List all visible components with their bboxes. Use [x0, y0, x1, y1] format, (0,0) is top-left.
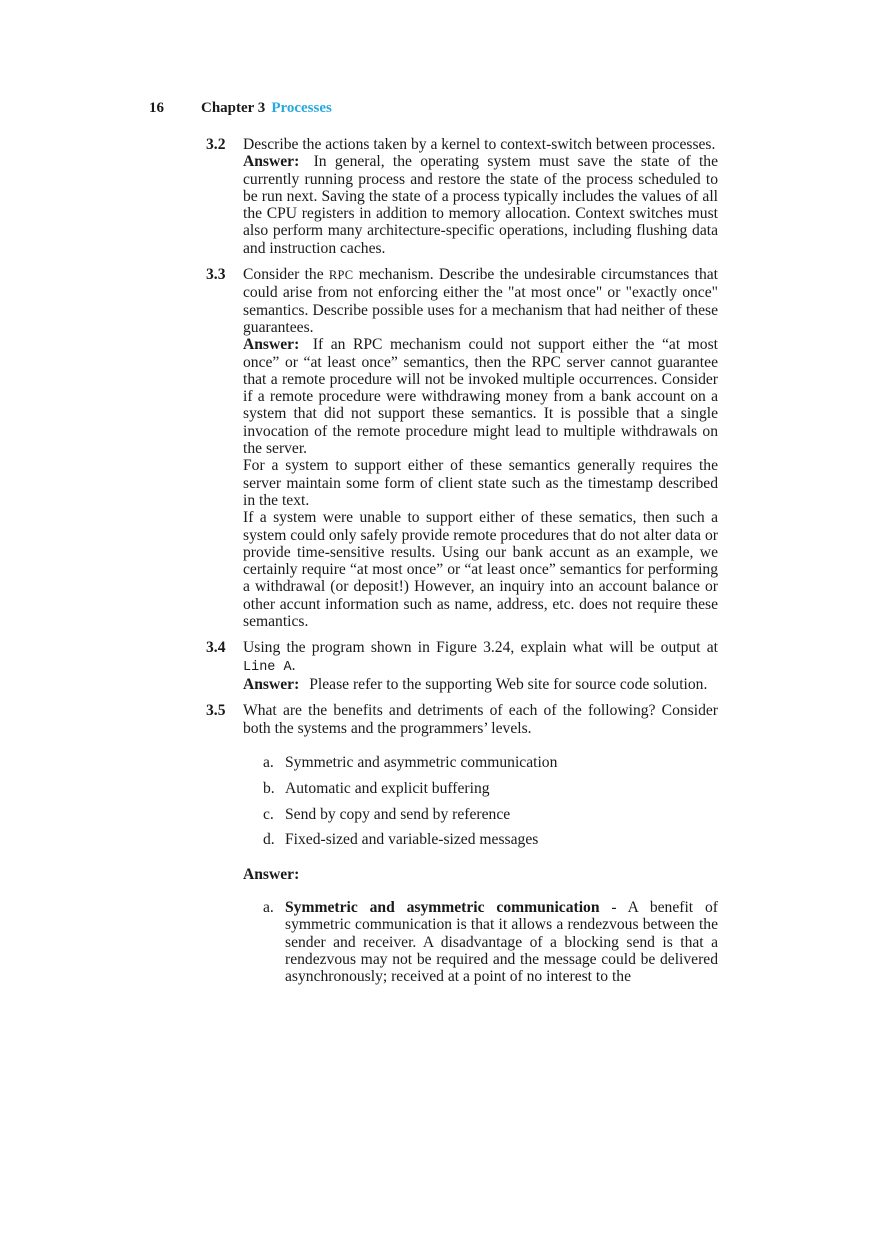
- list-item-text: Fixed-sized and variable-sized messages: [285, 831, 539, 849]
- rpc-term: RPC: [328, 268, 354, 283]
- exercise-question: Describe the actions taken by a kernel to context-switch between processes.: [243, 136, 716, 153]
- answer-label: Answer:: [243, 675, 300, 693]
- running-header: [149, 100, 332, 117]
- list-item: [263, 806, 718, 823]
- exercise-number: 3.2: [206, 136, 226, 153]
- answer-text: Please refer to the supporting Web site for source code solution.: [309, 675, 708, 693]
- page-content: [206, 136, 718, 995]
- question-text: Consider the: [243, 266, 329, 284]
- page-number: 16: [149, 100, 164, 116]
- exercise-number: 3.5: [206, 702, 226, 720]
- answer-item-text: - A benefit of symmetric communication is that it allows a rendezvous between the sender and receiver. A disadvantage of a blocking send is that a rendezvous may not be required and the message could be delivered asynchronously; received at a point of no interest to the: [285, 899, 718, 986]
- list-item-text: Automatic and explicit buffering: [285, 779, 490, 797]
- list-item-label: a.: [263, 753, 274, 771]
- list-item-label: d.: [263, 831, 275, 849]
- exercise-3-2: [206, 136, 718, 257]
- list-item: [263, 831, 718, 848]
- list-item-text: Symmetric and asymmetric communication: [285, 753, 558, 771]
- list-item: [263, 780, 718, 797]
- answer-item-title: Symmetric and asymmetric communication: [285, 899, 600, 917]
- exercise-answer: [243, 153, 718, 257]
- answer-item-label: a.: [263, 899, 274, 917]
- answer-label: Answer:: [243, 336, 300, 354]
- exercise-answer: [243, 676, 718, 693]
- question-list: [243, 754, 718, 849]
- exercise-number: 3.3: [206, 266, 226, 284]
- code-line-a: Line A: [243, 659, 292, 675]
- answer-text: If an RPC mechanism could not support either the “at most once” or “at least once” semantics, then the RPC server cannot guarantee that a remote procedure will not be invoked multiple occurrences. Consider if a remote procedure were withdrawing money from a bank account on a system that did not support these semantics. It is possible that a single invocation of the remote procedure might lead to multiple withdrawals on the server.: [243, 336, 719, 458]
- exercise-number: 3.4: [206, 639, 226, 657]
- exercise-question: What are the benefits and detriments of each of the following? Consider both the systems and the programmers’ levels.: [243, 702, 718, 737]
- list-item: [263, 754, 718, 771]
- exercise-3-4: [206, 639, 718, 693]
- answer-list-item: [263, 899, 718, 985]
- exercise-3-3: [206, 266, 718, 630]
- question-text: Using the program shown in Figure 3.24, explain what will be output at: [243, 639, 718, 657]
- chapter-label: Chapter 3: [201, 100, 266, 116]
- answer-label: Answer:: [243, 153, 300, 171]
- question-text-cont: mechanism. Describe the undesirable circumstances that could arise from not enforcing either the "at most once" or "exactly once" semantics. Describe possible uses for a mechanism that had neither of these guarantees.: [243, 266, 719, 336]
- list-item-label: c.: [263, 805, 274, 823]
- exercise-question: [243, 639, 718, 676]
- answer-list: [243, 899, 718, 985]
- exercise-3-5: [206, 702, 718, 985]
- answer-label: Answer:: [243, 865, 300, 883]
- chapter-title: Processes: [271, 100, 332, 116]
- list-item-text: Send by copy and send by reference: [285, 805, 511, 823]
- answer-heading: [243, 866, 718, 883]
- exercise-answer: [243, 336, 718, 457]
- question-text-end: .: [291, 656, 296, 674]
- exercise-question: [243, 266, 718, 336]
- answer-paragraph-3: If a system were unable to support either of these sematics, then such a system could only safely provide remote procedures that do not alter data or provide time-sensitive results. Using our bank accunt as an example, we certainly require “at most once” or “at least once” semantics for performing a withdrawal (or deposit!) However, an inquiry into an account balance or other accunt information such as name, address, etc. does not require these semantics.: [243, 509, 718, 631]
- answer-item-paragraph: [285, 899, 718, 985]
- answer-text: In general, the operating system must save the state of the currently running process and restore the state of the process scheduled to be run next. Saving the state of a process typically includes the values of all the CPU registers in addition to memory allocation. Context switches must also perform many architecture-specific operations, including flushing data and instruction caches.: [243, 153, 718, 257]
- answer-paragraph-2: For a system to support either of these semantics generally requires the server maintain some form of client state such as the timestamp described in the text.: [243, 457, 718, 509]
- list-item-label: b.: [263, 779, 275, 797]
